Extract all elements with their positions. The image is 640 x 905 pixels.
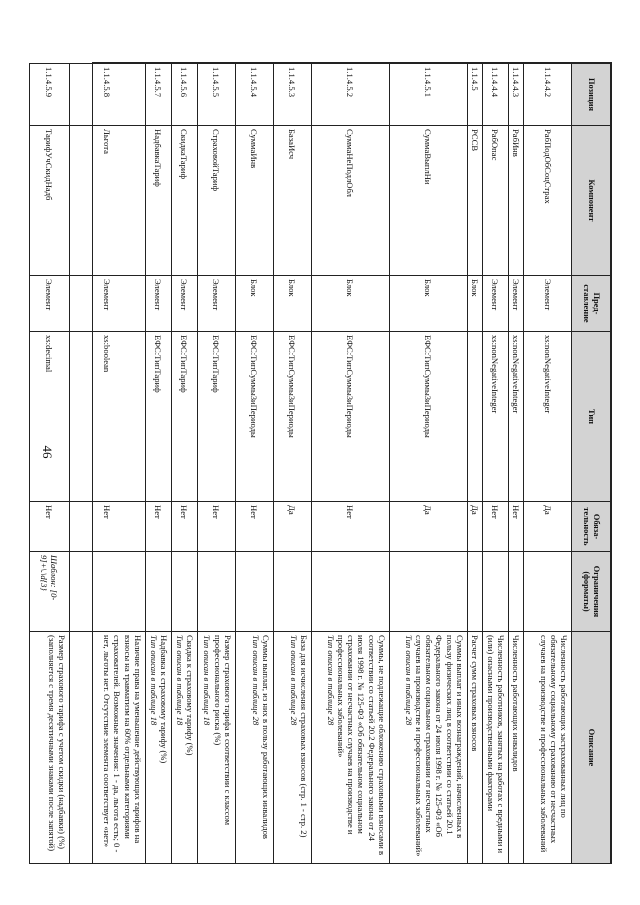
cell-position: 1.1.4.5.2: [311, 64, 389, 126]
cell-component: БазаИсч: [273, 126, 311, 276]
spec-table: [29, 63, 611, 864]
cell-type: xs:nonNegativeInteger: [524, 332, 572, 502]
cell-component: СуммаНеПодлОбл: [311, 126, 389, 276]
table-row: [69, 64, 145, 864]
header-restriction: Ограничения (форматы): [572, 552, 611, 632]
cell-description: [467, 632, 482, 864]
cell-restriction: [467, 552, 482, 632]
cell-restriction: [273, 552, 311, 632]
cell-position: 1.1.4.5.7: [145, 64, 171, 126]
cell-type: ЕФС:ТипСуммы3иПериоды: [273, 332, 311, 502]
header-description: Описание: [572, 632, 611, 864]
cell-component: Льгота: [69, 126, 145, 276]
cell-component: РабИнв: [508, 126, 523, 276]
cell-type: ЕФС:ТипТариф: [197, 332, 235, 502]
type-reference-note: Тип описан в таблице 28: [250, 635, 261, 726]
table-row: [171, 64, 197, 864]
page-number: 46: [40, 445, 55, 459]
cell-component: СуммаИнв: [235, 126, 273, 276]
table-row: [311, 64, 389, 864]
cell-type: ЕФС:ТипСуммы3иПериоды: [235, 332, 273, 502]
cell-mandatory: Да: [273, 502, 311, 552]
cell-mandatory: Нет: [69, 502, 145, 552]
cell-type: ЕФС:ТипСуммы3иПериоды: [389, 332, 467, 502]
cell-restriction: [524, 552, 572, 632]
table-row: [467, 64, 482, 864]
cell-restriction: [389, 552, 467, 632]
cell-description: [508, 632, 523, 864]
cell-mandatory: Да: [389, 502, 467, 552]
table-row: [235, 64, 273, 864]
type-reference-note: Тип описан в таблице 18: [148, 635, 159, 726]
cell-description: [311, 632, 389, 864]
description-text: Скидка к страховому тарифу (%): [184, 635, 195, 756]
cell-position: 1.1.4.4.3: [508, 64, 523, 126]
cell-description: [273, 632, 311, 864]
cell-representation: Элемент: [508, 276, 523, 332]
description-text: Надбавка к страховому тарифу (%): [158, 635, 169, 764]
table-row: [197, 64, 235, 864]
cell-description: [482, 632, 508, 864]
cell-position: 1.1.4.4.4: [482, 64, 508, 126]
cell-mandatory: Нет: [508, 502, 523, 552]
description-text: Размер страхового тарифа с учетом скидки (надбавки) (%) (заполняется с тремя десятичными знаками после запятой): [46, 635, 67, 852]
cell-position: 1.1.4.5.5: [197, 64, 235, 126]
type-reference-note: Тип описан в таблице 28: [326, 635, 337, 726]
cell-position: 1.1.4.5.1: [389, 64, 467, 126]
cell-mandatory: Нет: [235, 502, 273, 552]
header-representation: Пред-ставление: [572, 276, 611, 332]
description-text: Численность работающих застрахованных лиц по обязательному социальному страхованию от несчастных случаев на производстве и профессиональных заболеваний: [538, 635, 569, 853]
cell-mandatory: Нет: [482, 502, 508, 552]
cell-representation: Элемент: [524, 276, 572, 332]
cell-representation: Блок: [311, 276, 389, 332]
cell-type: xs:nonNegativeInteger: [482, 332, 508, 502]
cell-type: xs:decimal: [29, 332, 69, 502]
description-text: Суммы выплат, из них в пользу работающих инвалидов: [260, 635, 271, 839]
header-mandatory: Обяза-тельность: [572, 502, 611, 552]
cell-type: xs:boolean: [69, 332, 145, 502]
cell-representation: Элемент: [171, 276, 197, 332]
cell-description: [524, 632, 572, 864]
description-text: База для исчисления страховых взносов (стр. 1 - стр. 2): [298, 635, 309, 838]
table-header-row: [572, 64, 611, 864]
description-text: Размер страхового тарифа в соответствии с классом профессионального риска (%): [212, 635, 233, 826]
cell-position: 1.1.4.5.8: [69, 64, 145, 126]
cell-mandatory: Нет: [197, 502, 235, 552]
cell-description: [29, 632, 69, 864]
cell-component: РабПодОбСоцСтрах: [524, 126, 572, 276]
cell-restriction: [171, 552, 197, 632]
cell-component: СкидкаТариф: [171, 126, 197, 276]
description-text: Численность работников, занятых на работах с вредными и (или) опасными производственными факторами: [485, 635, 506, 854]
cell-mandatory: Нет: [171, 502, 197, 552]
cell-position: 1.1.4.4.2: [524, 64, 572, 126]
cell-description: [235, 632, 273, 864]
cell-description: [171, 632, 197, 864]
cell-component: РССВ: [467, 126, 482, 276]
cell-restriction: [197, 552, 235, 632]
cell-representation: Элемент: [69, 276, 145, 332]
cell-restriction: [311, 552, 389, 632]
header-position: Позиция: [572, 64, 611, 126]
description-text: Наличие права на уменьшение действующих тарифов на взносы на травматизм на 60% отдельными категориями страхователей. Возможные значения: 1 - да, льгота есть; 0 - нет, льготы нет. Отсутствие элемента соответствует «нет»: [102, 635, 143, 853]
cell-representation: Блок: [235, 276, 273, 332]
description-text: Численность работающих инвалидов: [511, 635, 521, 772]
cell-component: РабОпас: [482, 126, 508, 276]
cell-description: [69, 632, 145, 864]
description-text: Расчет сумм страховых взносов: [469, 635, 480, 752]
cell-type: xs:nonNegativeInteger: [508, 332, 523, 502]
cell-position: 1.1.4.5.4: [235, 64, 273, 126]
cell-restriction: [235, 552, 273, 632]
cell-mandatory: Да: [524, 502, 572, 552]
cell-type: ЕФС:ТипТариф: [171, 332, 197, 502]
cell-mandatory: Да: [467, 502, 482, 552]
cell-mandatory: Нет: [145, 502, 171, 552]
cell-restriction: [508, 552, 523, 632]
cell-restriction: Шаблон: [0-9]+\.\d{3}: [29, 552, 69, 632]
cell-mandatory: Нет: [29, 502, 69, 552]
cell-position: 1.1.4.5.9: [29, 64, 69, 126]
cell-representation: Элемент: [145, 276, 171, 332]
table-row: [273, 64, 311, 864]
cell-component: СуммаВыплНи: [389, 126, 467, 276]
header-type: Тип: [572, 332, 611, 502]
cell-description: [197, 632, 235, 864]
table-row: [29, 64, 69, 864]
cell-representation: Блок: [389, 276, 467, 332]
type-reference-note: Тип описан в таблице 28: [404, 635, 415, 726]
type-reference-note: Тип описан в таблице 18: [174, 635, 185, 726]
cell-restriction: [145, 552, 171, 632]
cell-representation: Элемент: [29, 276, 69, 332]
description-text: Суммы выплат и иных вознаграждений, начисленных в пользу физических лиц в соответствии со статьей 20.1 Федерального закона от 24 июля 1998 г. № 125-ФЗ «Об обязательном социальном страховании от несчастных случаев на производстве и профессиональных заболеваний»: [414, 635, 465, 857]
cell-position: 1.1.4.5.3: [273, 64, 311, 126]
cell-representation: Элемент: [197, 276, 235, 332]
cell-component: СтраховойТариф: [197, 126, 235, 276]
cell-description: [145, 632, 171, 864]
table-row: [389, 64, 467, 864]
table-row: [524, 64, 572, 864]
cell-representation: Блок: [467, 276, 482, 332]
cell-representation: Элемент: [482, 276, 508, 332]
cell-type: [467, 332, 482, 502]
description-text: Суммы, не подлежащие обложению страховыми взносами в соответствии со статьей 20.2 Федерального закона от 24 июля 1998 г. № 125-ФЗ «Об обязательном социальном страховании от несчастных случаев на производстве и профессиональных заболеваний»: [336, 635, 387, 856]
table-row: [508, 64, 523, 864]
table-row: [482, 64, 508, 864]
cell-mandatory: Нет: [311, 502, 389, 552]
cell-description: [389, 632, 467, 864]
cell-type: ЕФС:ТипТариф: [145, 332, 171, 502]
cell-position: 1.1.4.5: [467, 64, 482, 126]
cell-position: 1.1.4.5.6: [171, 64, 197, 126]
cell-component: НадбавкаТариф: [145, 126, 171, 276]
cell-restriction: [69, 552, 145, 632]
type-reference-note: Тип описан в таблице 18: [202, 635, 213, 726]
table-row: [145, 64, 171, 864]
cell-restriction: [482, 552, 508, 632]
header-component: Компонент: [572, 126, 611, 276]
cell-component: ТарифУчСкидНадб: [29, 126, 69, 276]
type-reference-note: Тип описан в таблице 28: [288, 635, 299, 726]
cell-representation: Блок: [273, 276, 311, 332]
cell-type: ЕФС:ТипСуммы3иПериоды: [311, 332, 389, 502]
